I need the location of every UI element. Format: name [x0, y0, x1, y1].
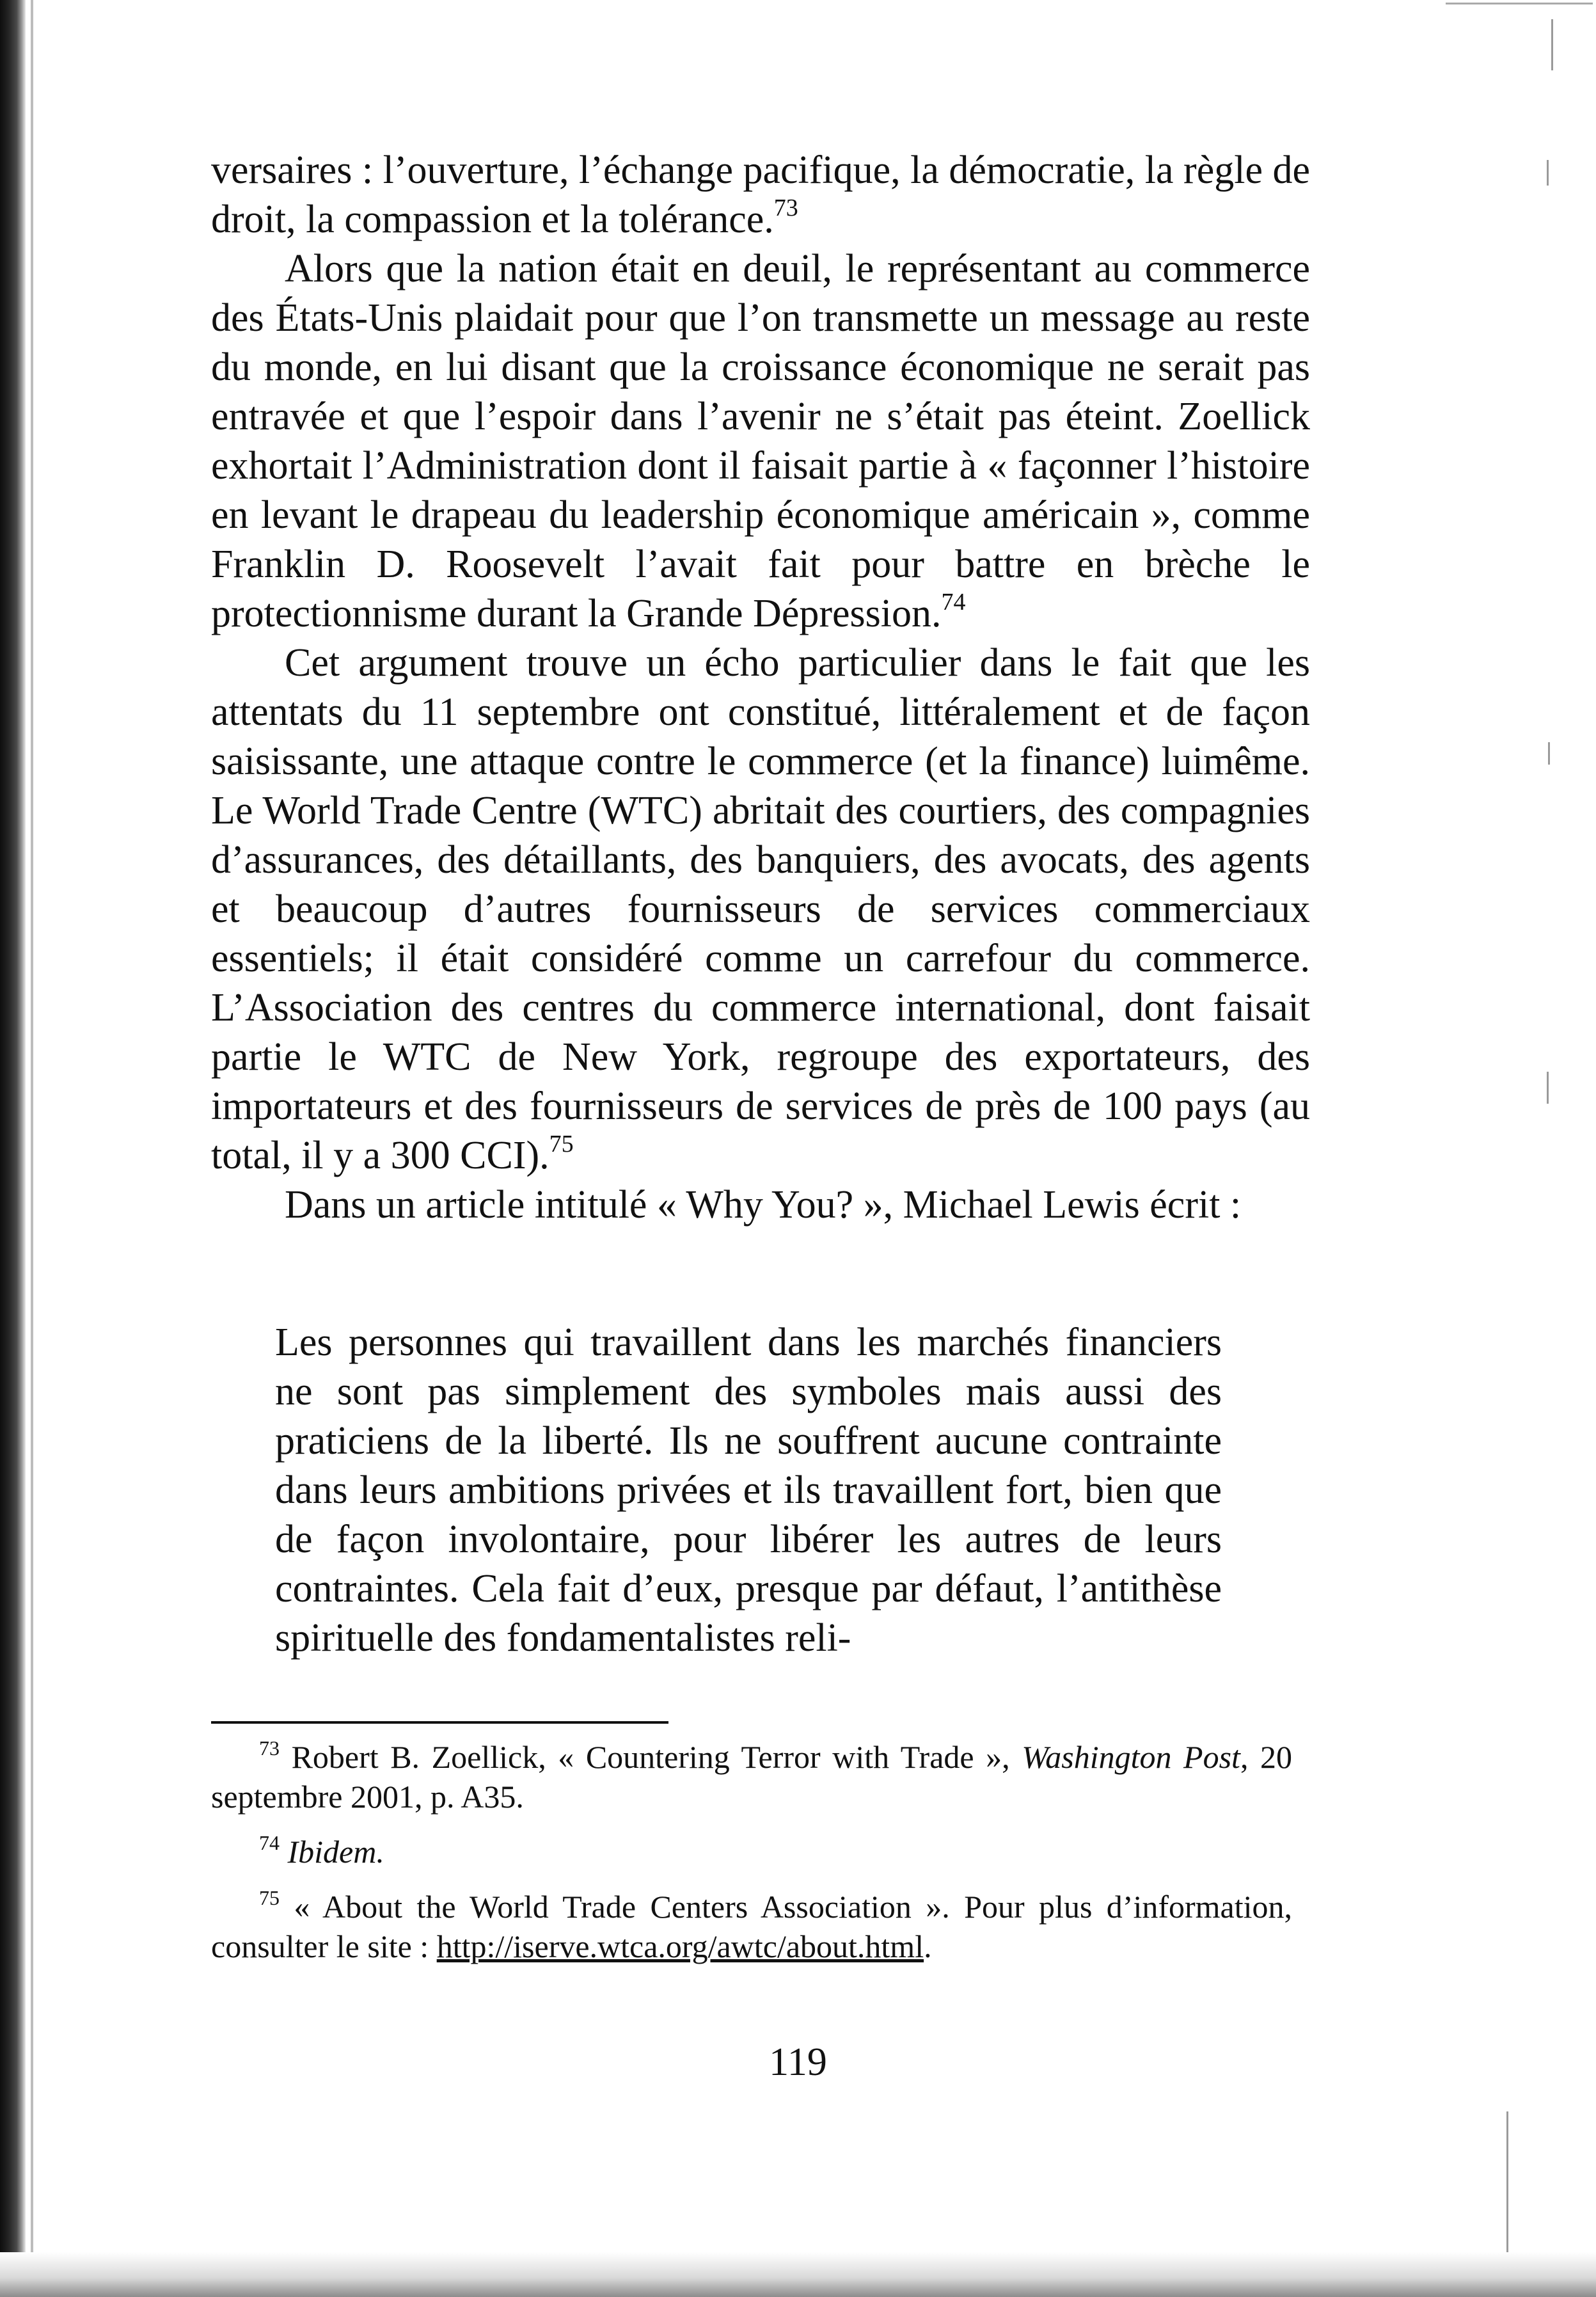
paragraph: Dans un article intitulé « Why You? », Michael Lewis écrit : [285, 1183, 1242, 1227]
quote-text: Les personnes qui travaillent dans les marchés financiers ne sont pas simplement des symboles mais aussi des praticiens de la liberté. Ils ne souffrent aucune contrainte dans leurs ambitions privées et ils travaillent fort, bien que de façon involontaire, pour libérer les autres de leurs contraintes. Cela fait d’eux, presque par défaut, l’antithèse spirituelle des fondamentalistes reli- [275, 1321, 1222, 1660]
footnotes [211, 1737, 1292, 1982]
scan-mark [1547, 1072, 1549, 1104]
footnote-ref: 73 [773, 195, 798, 221]
footnote-number: 74 [259, 1831, 280, 1854]
footnote-ref: 74 [941, 589, 966, 616]
footnote: $^{74}$ Ibidem. [259, 1831, 384, 1870]
footnote-link[interactable]: http://iserve.wtca.org/awtc/about.html [436, 1928, 924, 1964]
paragraph: versaires : l’ouverture, l’échange pacifique, la démocratie, la règle de droit, la compassion et la tolérance.$^{73}$ [211, 148, 1310, 241]
scan-mark [1506, 2111, 1508, 2252]
page-number: 119 [769, 2040, 827, 2084]
footnote: $^{75}$ « About the World Trade Centers Association ». Pour plus d’information, consulter le site : http://iserve.wtca.org/awtc/about.html. [211, 1886, 1293, 1964]
scan-bottom-shadow [0, 2252, 1596, 2297]
footnote-number: 75 [259, 1886, 280, 1909]
main-text [211, 146, 1310, 1230]
block-quote [275, 1318, 1222, 1663]
footnote: $^{73}$ Robert B. Zoellick, « Countering Terror with Trade », Washington Post, 20 septembre 2001, p. A35. [211, 1737, 1293, 1815]
scan-mark [1551, 19, 1553, 70]
footnote-number: 73 [259, 1737, 280, 1760]
binding-shadow [0, 0, 26, 2297]
scan-edge-top [1446, 3, 1593, 4]
scan-mark [1548, 742, 1550, 765]
binding-line [31, 0, 33, 2297]
scan-mark [1547, 160, 1549, 186]
footnote-ref: 75 [549, 1131, 574, 1157]
paragraph: Alors que la nation était en deuil, le représentant au commerce des États-Unis plaidait pour que l’on transmette un message au reste du monde, en lui disant que la croissance économique ne serait pas entravée et que l’espoir dans l’avenir ne s’était pas éteint. Zoellick exhortait l’Administration dont il faisait partie à « façonner l’histoire en levant le drapeau du leadership économique américain », comme Franklin D. Roosevelt l’avait fait pour battre en brèche le protectionnisme durant la Grande Dépression.$^{74}$ [211, 247, 1310, 635]
footnote-separator [211, 1721, 668, 1724]
paragraph: Cet argument trouve un écho particulier dans le fait que les attentats du 11 septembre ont constitué, littéralement et de façon saisissante, une attaque contre le commerce (et la finance) luimême. Le World Trade Centre (WTC) abritait des courtiers, des compagnies d’assurances, des détaillants, des banquiers, des avocats, des agents et beaucoup d’autres fournisseurs de services commerciaux essentiels; il était considéré comme un carrefour du commerce. L’Association des centres du commerce international, dont faisait partie le WTC de New York, regroupe des exportateurs, des importateurs et des fournisseurs de services de près de 100 pays (au total, il y a 300 CCI).$^{75}$ [211, 641, 1310, 1177]
